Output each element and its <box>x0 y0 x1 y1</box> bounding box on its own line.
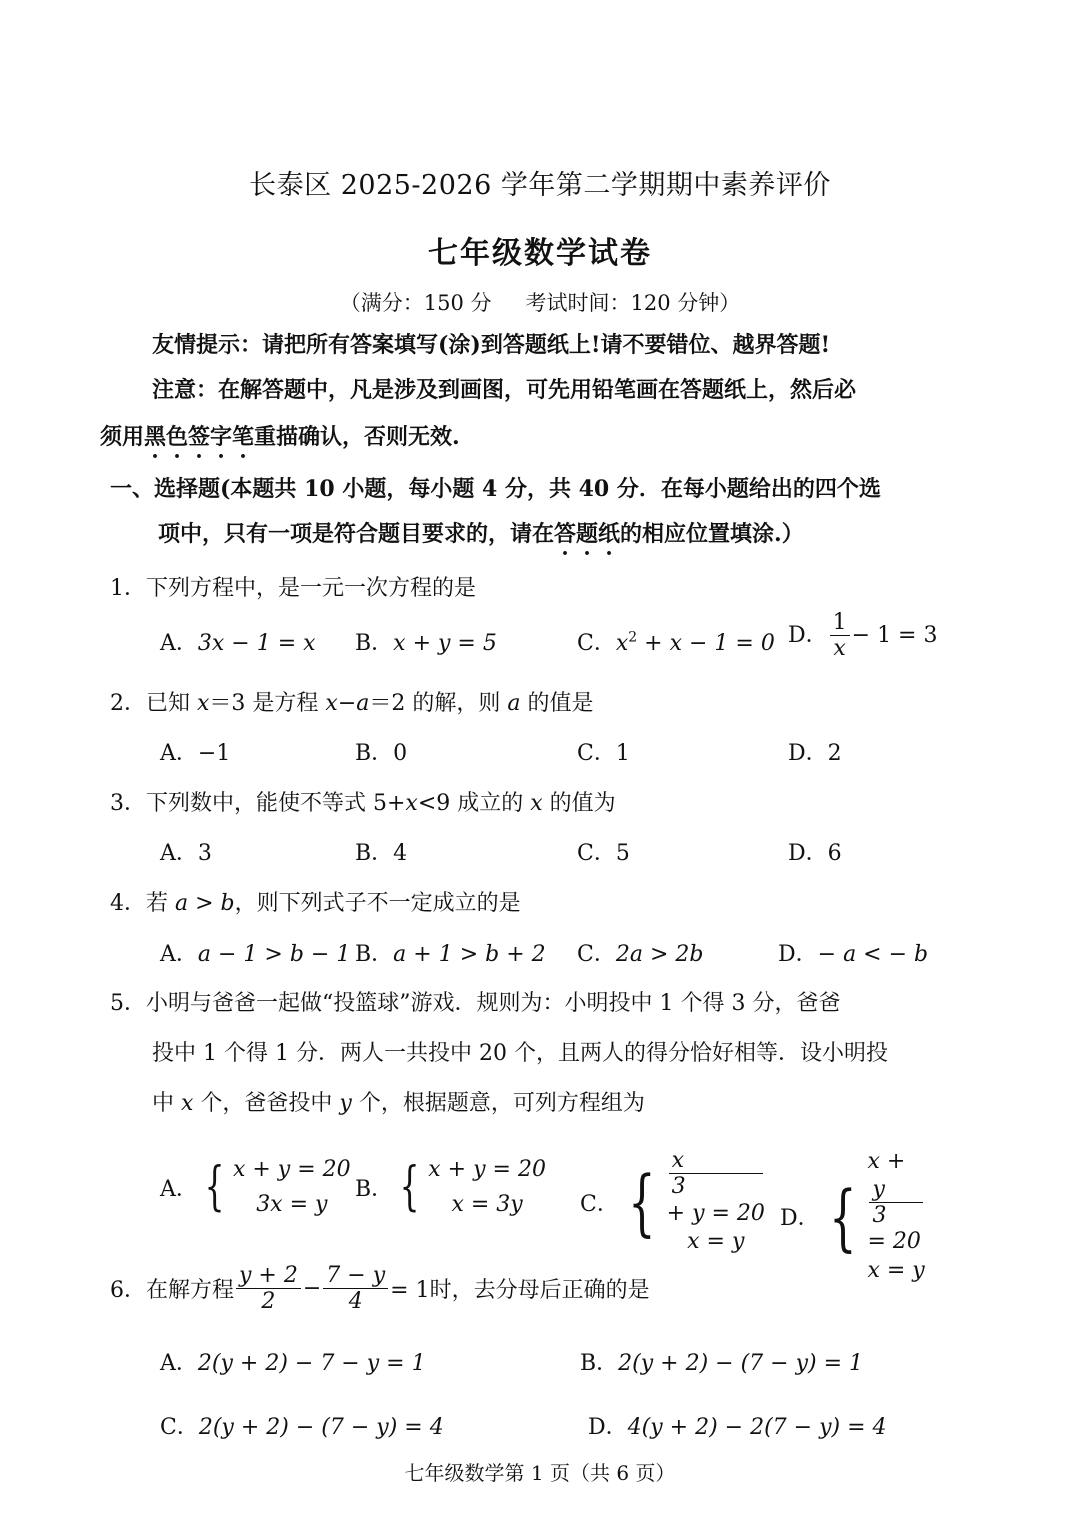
q6-option-b: B．2(y + 2) − (7 − y) = 1 <box>580 1351 864 1376</box>
question-5-line-1: 5．小明与爸爸一起做“投篮球”游戏．规则为：小明投中 1 个得 3 分，爸爸 <box>110 991 841 1016</box>
exam-meta <box>0 287 1080 317</box>
q4-option-a: A．a − 1 > b − 1 <box>160 942 351 967</box>
note-line-1: 注意：在解答题中，凡是涉及到画图，可先用铅笔画在答题纸上，然后必 <box>152 377 857 403</box>
q1-option-a: A．3x − 1 = x <box>160 631 316 656</box>
q2-option-d: D．2 <box>788 741 842 766</box>
q2-option-c: C．1 <box>577 741 630 766</box>
emphasized-text: 黑色签字笔 <box>144 424 255 450</box>
q6-option-d: D．4(y + 2) − 2(7 − y) = 4 <box>588 1415 887 1440</box>
exam-subtitle: 七年级数学试卷 <box>428 236 652 271</box>
q2-option-a: A．−1 <box>160 741 231 766</box>
q5-option-a: A． { x + y = 20 3x = y <box>160 1157 351 1218</box>
question-4-stem: 4．若 a > b，则下列式子不一定成立的是 <box>110 891 521 916</box>
q3-option-b: B．4 <box>355 841 408 866</box>
question-5-line-3: 中 x 个，爸爸投中 y 个，根据题意，可列方程组为 <box>152 1091 645 1116</box>
question-2-stem: 2．已知 x＝3 是方程 x−a＝2 的解，则 a 的值是 <box>110 691 594 716</box>
q1-option-d: D． $\frac{1}{x}$ − 1 = 3 <box>788 610 938 662</box>
q6-option-c: C．2(y + 2) − (7 − y) = 4 <box>160 1415 444 1440</box>
section-heading: 一、选择题(本题共 10 小题，每小题 4 分，共 40 分．在每小题给出的四个选 <box>110 476 881 502</box>
full-score: （满分：150 分 <box>339 291 492 315</box>
q6-option-a: A．2(y + 2) − 7 − y = 1 <box>160 1351 426 1376</box>
page-footer: 七年级数学第 1 页（共 6 页） <box>404 1461 676 1485</box>
q1-option-c: C．$x^2 + x - 1 = 0$ <box>577 629 775 656</box>
question-6-stem: 6．在解方程 $\frac{y + 2}{2}$ − $\frac{7 - y}{4}$ = 1时，去分母后正确的是 <box>110 1263 650 1315</box>
note-line-2: 须用黑色签字笔重描确认，否则无效. <box>100 424 460 450</box>
q2-option-b: B．0 <box>355 741 408 766</box>
question-1-stem: 1．下列方程中，是一元一次方程的是 <box>110 576 476 601</box>
q5-option-b: B． { x + y = 20 x = 3y <box>355 1157 546 1218</box>
exam-time: 考试时间：120 分钟） <box>525 291 741 315</box>
section-heading-cont: 项中，只有一项是符合题目要求的，请在答题纸的相应位置填涂.） <box>158 521 804 547</box>
exam-title: 长泰区 2025-2026 学年第二学期期中素养评价 <box>249 170 831 201</box>
friendly-tip: 友情提示：请把所有答案填写(涂)到答题纸上!请不要错位、越界答题! <box>152 332 831 358</box>
question-5-line-2: 投中 1 个得 1 分．两人一共投中 20 个，且两人的得分恰好相等．设小明投 <box>152 1041 888 1066</box>
q5-option-d: D． { x + y 3 = 20 x = y <box>780 1149 925 1283</box>
question-3-stem: 3．下列数中，能使不等式 5+x<9 成立的 x 的值为 <box>110 791 616 816</box>
q3-option-c: C．5 <box>577 841 630 866</box>
emphasized-text: 答题纸 <box>554 521 621 547</box>
q5-option-c: C． { x 3 + y = 20 x = y <box>580 1148 765 1255</box>
q4-option-c: C．2a > 2b <box>577 942 704 967</box>
q1-option-b: B．x + y = 5 <box>355 631 497 656</box>
q3-option-a: A．3 <box>160 841 212 866</box>
q3-option-d: D．6 <box>788 841 842 866</box>
q4-option-d: D．− a < − b <box>778 942 929 967</box>
q4-option-b: B．a + 1 > b + 2 <box>355 942 546 967</box>
